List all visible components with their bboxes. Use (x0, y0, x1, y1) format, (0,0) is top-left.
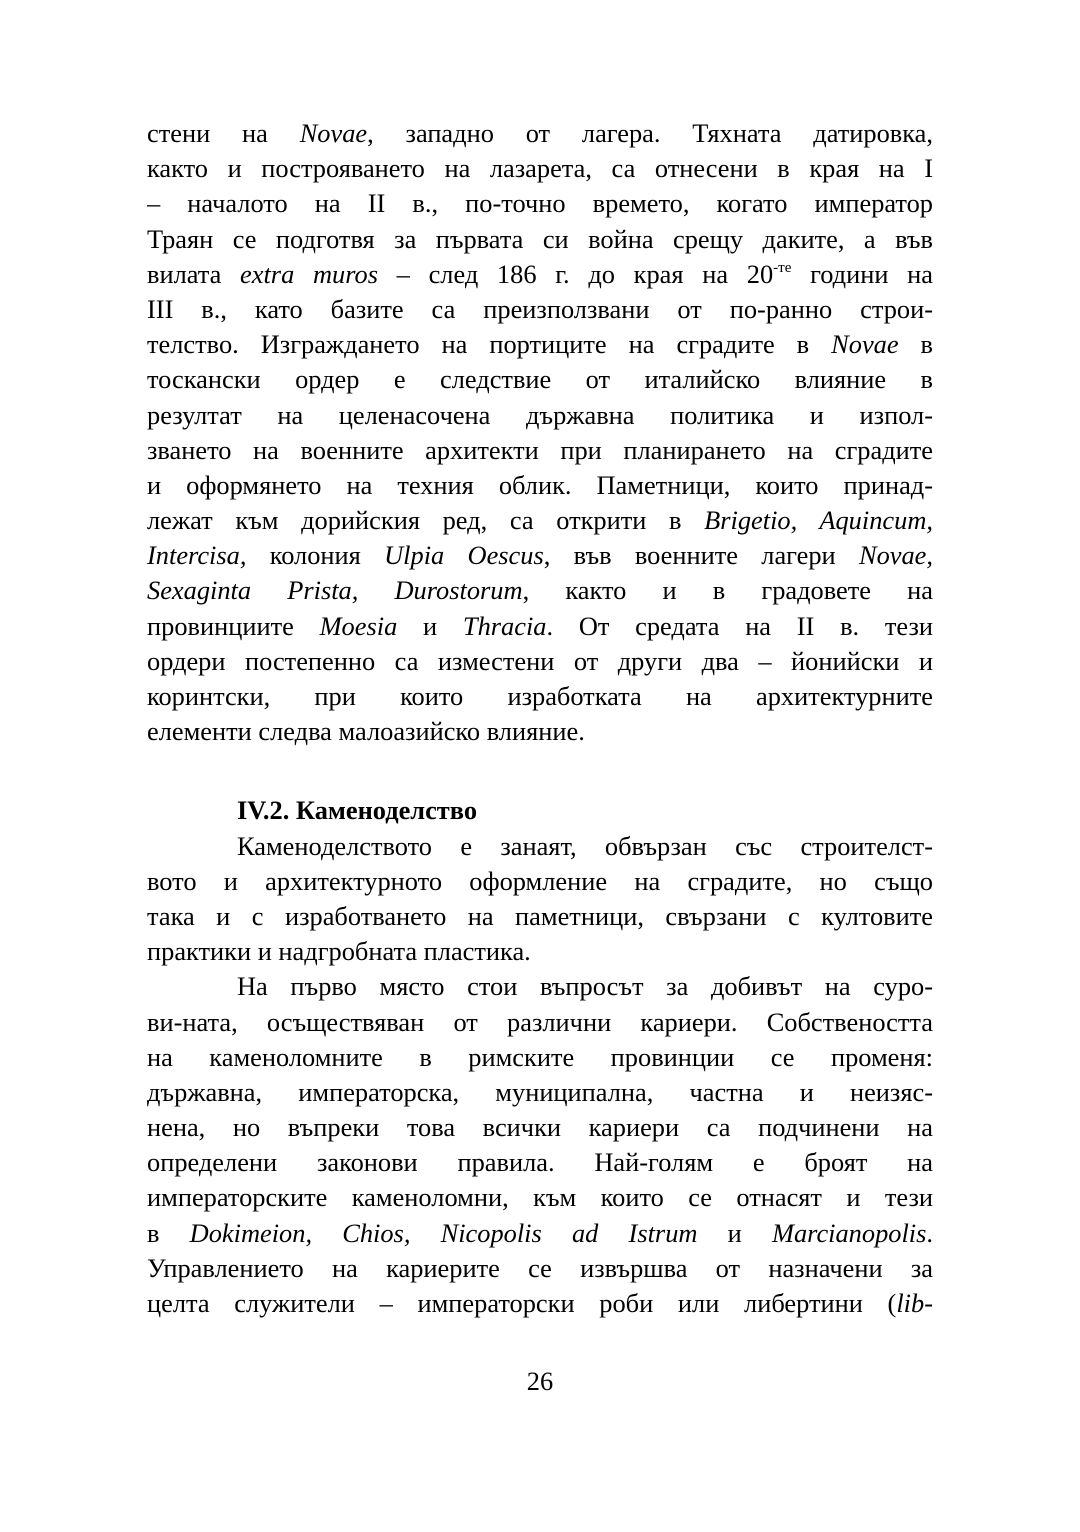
text-line: зването на военните архитекти при планирането на сградите (147, 434, 933, 465)
text-line: ви-ната, осъществяван от различни кариери. Собствеността (147, 1006, 933, 1037)
text-line: коринтски, при които изработката на архитектурните (147, 681, 933, 711)
text-line: както и построяването на лазарета, са отнесени в края на I (147, 153, 933, 184)
text-line: държавна, императорска, муниципална, частна и неизяс- (147, 1076, 933, 1107)
text-line: Intercisa, колония Ulpia Oescus, във военните лагери Novae, (147, 540, 933, 571)
text-line: практики и надгробната пластика. (147, 936, 531, 967)
text-line: провинциите Moesia и Thracia. От средата на II в. тези (147, 610, 933, 641)
text-line: Управлението на кариерите се извършва от назначени за (147, 1252, 933, 1283)
section-heading: IV.2. Каменоделство (237, 795, 478, 826)
text-line: елементи следва малоазийско влияние. (147, 716, 585, 747)
text-line: тоскански ордер е следствие от италийско влияние в (147, 364, 933, 395)
text-line: в Dokimeion, Chios, Nicopolis ad Istrum и Marcianopolis. (147, 1217, 933, 1248)
text-line: На първо място стои въпросът за добивът на суро- (237, 971, 933, 1002)
text-line: определени законови правила. Най-голям е броят на (147, 1147, 933, 1178)
paragraph-continuation (147, 116, 933, 749)
text-line: – началото на II в., по-точно времето, когато император (147, 188, 933, 219)
text-line: Траян се подготвя за първата си война срещу даките, а във (147, 223, 933, 254)
text-line: нена, но въпреки това всички кариери са подчинени на (147, 1112, 933, 1143)
superscript: -те (773, 259, 792, 276)
page-number: 26 (526, 1366, 554, 1396)
text-line: телство. Изграждането на портиците на сградите в Novae в (147, 329, 933, 360)
text-line: вилата extra muros – след 186 г. до края на $20^{-те}$ години на (147, 258, 933, 289)
text-line: на каменоломните в римските провинции се променя: (147, 1041, 933, 1072)
text-line: Sexaginta Prista, Durostorum, както и в градовете на (147, 575, 933, 606)
text-line: така и с изработването на паметници, свързани с култовите (147, 900, 933, 931)
text-line: и оформянето на техния облик. Паметници, които принад- (147, 469, 933, 500)
text-line: резултат на целенасочена държавна политика и изпол- (147, 399, 933, 430)
text-line: императорските каменоломни, към които се отнасят и тези (147, 1182, 933, 1213)
text-line: лежат към дорийския ред, са открити в Brigetio, Aquincum, (147, 505, 933, 536)
section-gap (147, 749, 933, 793)
text-line: целта служители – императорски роби или либертини (lib- (147, 1288, 933, 1318)
text-line: вото и архитектурното оформление на сградите, но също (147, 865, 933, 896)
text-line: III в., като базите са преизползвани от по-ранно строи- (147, 293, 933, 324)
paragraph (147, 829, 933, 970)
text-line: стени на Novae, западно от лагера. Тяхната датировка, (147, 118, 933, 148)
text-line: Каменоделството е занаят, обвързан със строителст- (237, 830, 933, 861)
paragraph (147, 969, 933, 1321)
page-body (147, 116, 933, 1321)
text-line: ордери постепенно са изместени от други два – йонийски и (147, 645, 933, 676)
